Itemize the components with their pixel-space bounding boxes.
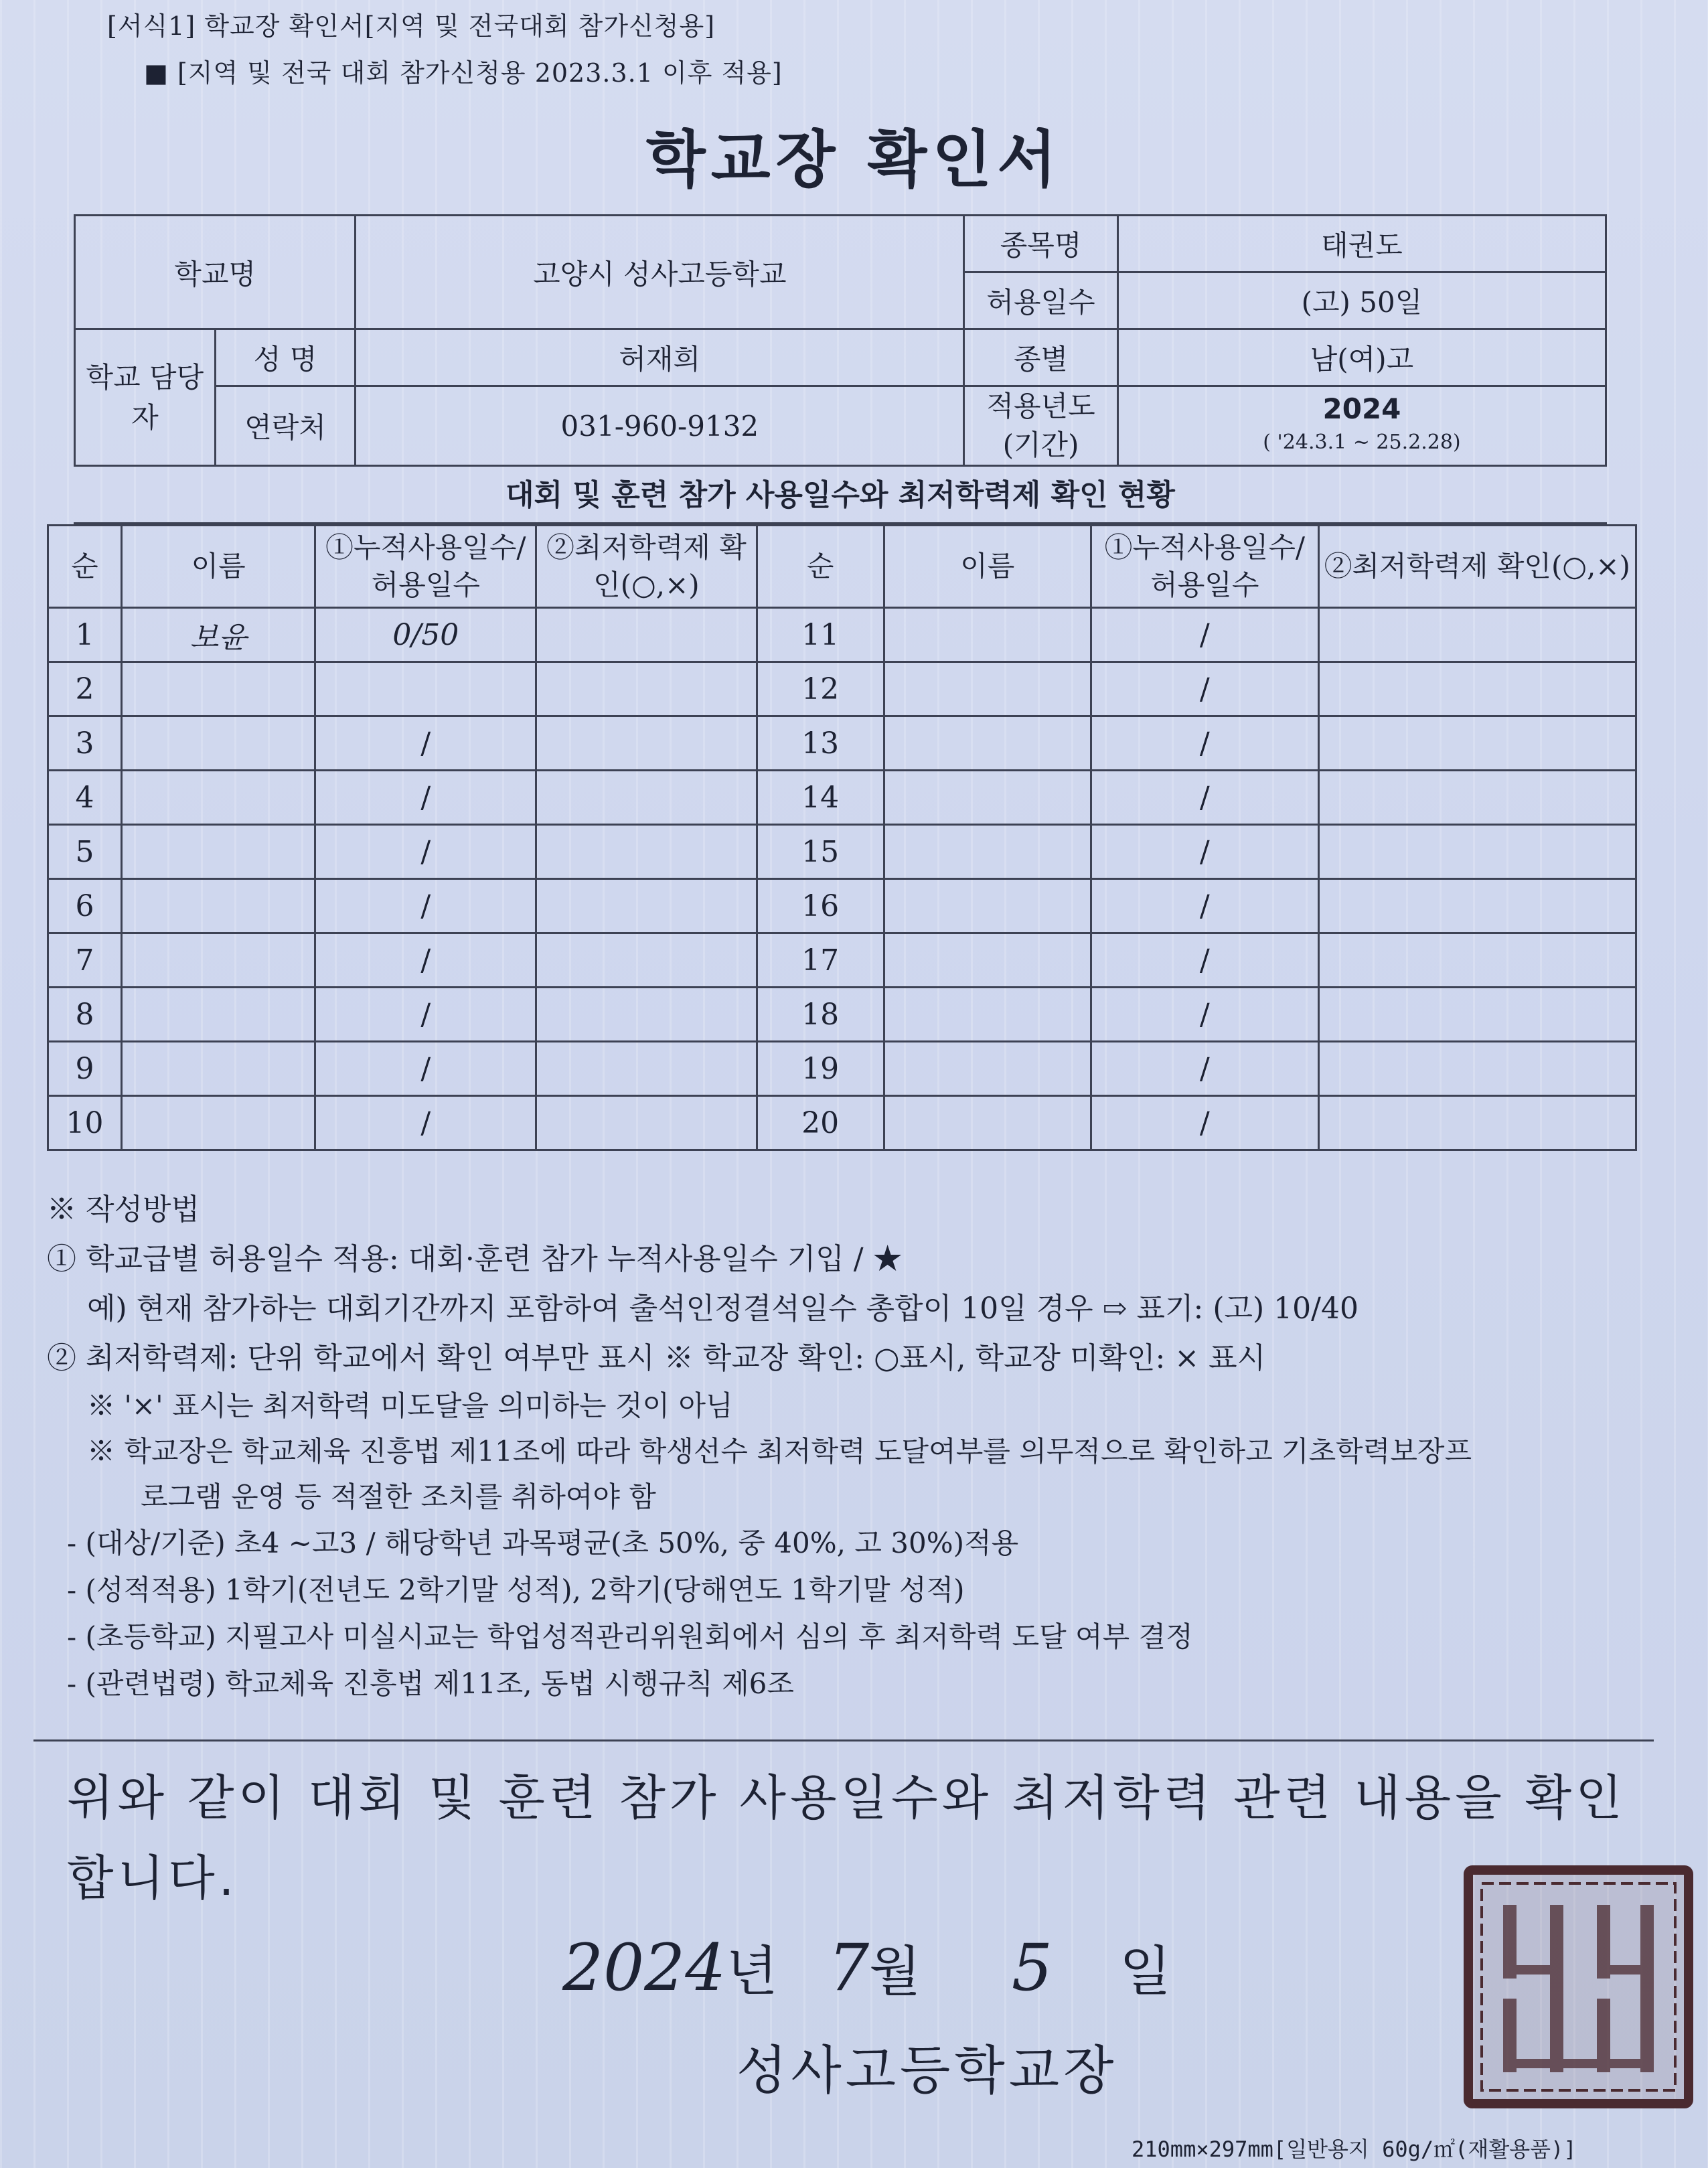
row-no: 14 — [757, 771, 884, 825]
name-label: 성 명 — [215, 329, 356, 386]
student-name-handwritten: 보윤 — [121, 608, 315, 662]
table-row — [48, 825, 1636, 879]
col-name-left: 이름 — [121, 526, 315, 608]
days-handwritten: 0/50 — [315, 608, 536, 662]
days-cell: / — [1091, 608, 1319, 662]
check-cell — [536, 933, 757, 988]
table-row — [48, 879, 1636, 933]
allowed-label: 허용일수 — [964, 273, 1118, 329]
row-no: 9 — [48, 1042, 122, 1096]
check-cell — [536, 1042, 757, 1096]
document-title: 학교장 확인서 — [645, 124, 1063, 196]
confirmation-statement: 위와 같이 대회 및 훈련 참가 사용일수와 최저학력 관련 내용을 확인합니다. — [67, 1770, 1626, 1906]
note-2-a: ※ '×' 표시는 최저학력 미도달을 의미하는 것이 아님 — [87, 1389, 733, 1422]
date-day-handwritten: 5 — [1011, 1930, 1053, 2005]
notes-heading: ※ 작성방법 — [47, 1192, 200, 1227]
school-seal-stamp — [1463, 1865, 1694, 2109]
row-no: 3 — [48, 716, 122, 771]
row-no: 20 — [757, 1096, 884, 1150]
row-no: 15 — [757, 825, 884, 879]
check-cell — [536, 879, 757, 933]
check-cell — [536, 608, 757, 662]
note-2-b-cont: 로그램 운영 등 적절한 조치를 취하여야 함 — [141, 1480, 656, 1513]
school-label: 학교명 — [75, 216, 356, 329]
table-row — [48, 1096, 1636, 1150]
col-days-right: ①누적사용일수/ 허용일수 — [1091, 526, 1319, 608]
row-no: 19 — [757, 1042, 884, 1096]
row-no: 11 — [757, 608, 884, 662]
name-cell — [884, 608, 1091, 662]
section-title: 대회 및 훈련 참가 사용일수와 최저학력제 확인 현황 — [74, 469, 1607, 524]
days-cell: / — [1091, 825, 1319, 879]
check-cell — [1318, 1096, 1636, 1150]
check-cell — [536, 988, 757, 1042]
row-no: 1 — [48, 608, 122, 662]
allowed-value: (고) 50일 — [1117, 273, 1606, 329]
check-cell — [1318, 933, 1636, 988]
name-cell — [884, 662, 1091, 716]
days-cell: / — [315, 988, 536, 1042]
info-table — [74, 214, 1607, 467]
check-cell — [1318, 988, 1636, 1042]
table-row — [48, 662, 1636, 716]
divider — [33, 1739, 1654, 1741]
days-cell: / — [315, 933, 536, 988]
days-cell: / — [315, 716, 536, 771]
days-cell: / — [1091, 716, 1319, 771]
name-cell — [121, 988, 315, 1042]
row-no: 18 — [757, 988, 884, 1042]
col-check-left: ②최저학력제 확인(○,×) — [536, 526, 757, 608]
date-month-handwritten: 7 — [828, 1930, 870, 2005]
name-cell — [884, 988, 1091, 1042]
check-cell — [1318, 879, 1636, 933]
type-value: 남(여)고 — [1117, 329, 1606, 386]
row-no: 13 — [757, 716, 884, 771]
check-cell — [536, 716, 757, 771]
table-row — [48, 1042, 1636, 1096]
row-no: 5 — [48, 825, 122, 879]
days-cell — [315, 662, 536, 716]
date-year-handwritten: 2024 — [562, 1930, 726, 2005]
row-no: 2 — [48, 662, 122, 716]
date-year-unit: 년 — [726, 1940, 778, 2003]
name-cell — [121, 825, 315, 879]
school-value: 고양시 성사고등학교 — [356, 216, 964, 329]
name-cell — [121, 1096, 315, 1150]
days-cell: / — [315, 879, 536, 933]
table-row — [48, 716, 1636, 771]
days-cell: / — [1091, 771, 1319, 825]
name-value: 허재희 — [356, 329, 964, 386]
table-row — [48, 608, 1636, 662]
days-cell: / — [1091, 933, 1319, 988]
name-cell — [121, 771, 315, 825]
name-cell — [884, 1096, 1091, 1150]
check-cell — [1318, 1042, 1636, 1096]
instructions — [47, 1185, 1667, 1707]
days-cell: / — [1091, 988, 1319, 1042]
signature-date — [562, 1928, 1171, 2005]
paper-spec-footer: 210mm×297mm[일반용지 60g/㎡(재활용품)] — [1132, 2137, 1577, 2162]
table-row — [48, 771, 1636, 825]
note-1-example: 예) 현재 참가하는 대회기간까지 포함하여 출석인정결석일수 총합이 10일 경우 ⇨ 표기: (고) 10/40 — [87, 1292, 1358, 1326]
col-name-right: 이름 — [884, 526, 1091, 608]
date-month-unit: 월 — [869, 1940, 921, 2003]
check-cell — [536, 1096, 757, 1150]
col-no-right: 순 — [757, 526, 884, 608]
name-cell — [884, 716, 1091, 771]
note-elementary: - (초등학교) 지필고사 미실시교는 학업성적관리위원회에서 심의 후 최저학력 도달 여부 결정 — [67, 1620, 1193, 1653]
period-value: ( '24.3.1 ~ 25.2.28) — [1263, 431, 1461, 454]
name-cell — [884, 771, 1091, 825]
note-target: - (대상/기준) 초4 ~고3 / 해당학년 과목평균(초 50%, 중 40%, 고 30%)적용 — [67, 1527, 1019, 1559]
name-cell — [121, 1042, 315, 1096]
year-value: 2024 — [1322, 392, 1401, 425]
row-no: 4 — [48, 771, 122, 825]
participation-table — [47, 524, 1637, 1151]
check-cell — [1318, 825, 1636, 879]
name-cell — [884, 879, 1091, 933]
days-cell: / — [1091, 1096, 1319, 1150]
name-cell — [884, 1042, 1091, 1096]
col-check-right: ②최저학력제 확인(○,×) — [1318, 526, 1636, 608]
check-cell — [1318, 716, 1636, 771]
days-cell: / — [315, 825, 536, 879]
phone-label: 연락처 — [215, 386, 356, 466]
days-cell: / — [315, 771, 536, 825]
name-cell — [884, 933, 1091, 988]
row-no: 8 — [48, 988, 122, 1042]
days-cell: / — [1091, 879, 1319, 933]
name-cell — [121, 879, 315, 933]
name-cell — [884, 825, 1091, 879]
name-cell — [121, 933, 315, 988]
table-row — [48, 933, 1636, 988]
row-no: 12 — [757, 662, 884, 716]
note-2: ② 최저학력제: 단위 학교에서 확인 여부만 표시 ※ 학교장 확인: ○표시, 학교장 미확인: × 표시 — [47, 1341, 1266, 1375]
form-label: [서식1] 학교장 확인서[지역 및 전국대회 참가신청용] — [107, 11, 716, 41]
note-1: ① 학교급별 허용일수 적용: 대회·훈련 참가 누적사용일수 기입 / ★ — [47, 1242, 903, 1276]
table-header-row — [48, 526, 1636, 608]
row-no: 6 — [48, 879, 122, 933]
phone-value: 031-960-9132 — [356, 386, 964, 466]
note-2-b: ※ 학교장은 학교체육 진흥법 제11조에 따라 학생선수 최저학력 도달여부를 의무적으로 확인하고 기초학력보장프 — [87, 1435, 1472, 1468]
row-no: 7 — [48, 933, 122, 988]
row-no: 16 — [757, 879, 884, 933]
col-days-left: ①누적사용일수/ 허용일수 — [315, 526, 536, 608]
date-day-unit: 일 — [1119, 1940, 1172, 2003]
check-cell — [536, 825, 757, 879]
check-cell — [1318, 771, 1636, 825]
year-cell — [1117, 386, 1606, 466]
year-label: 적용년도 (기간) — [964, 386, 1118, 466]
row-no: 17 — [757, 933, 884, 988]
row-no: 10 — [48, 1096, 122, 1150]
principal-signature: 성사고등학교장 — [736, 2041, 1118, 2101]
form-sub-label: ■ [지역 및 전국 대회 참가신청용 2023.3.1 이후 적용] — [144, 58, 783, 88]
note-law: - (관련법령) 학교체육 진흥법 제11조, 동법 시행규칙 제6조 — [67, 1667, 794, 1700]
check-cell — [1318, 608, 1636, 662]
name-cell — [121, 716, 315, 771]
note-grade: - (성적적용) 1학기(전년도 2학기말 성적), 2학기(당해연도 1학기말 성적) — [67, 1573, 965, 1606]
name-cell — [121, 662, 315, 716]
table-row — [48, 988, 1636, 1042]
days-cell: / — [1091, 662, 1319, 716]
check-cell — [536, 771, 757, 825]
col-no-left: 순 — [48, 526, 122, 608]
contact-group-label: 학교 담당자 — [75, 329, 216, 466]
type-label: 종별 — [964, 329, 1118, 386]
check-cell — [1318, 662, 1636, 716]
event-value: 태권도 — [1117, 216, 1606, 273]
event-label: 종목명 — [964, 216, 1118, 273]
days-cell: / — [315, 1096, 536, 1150]
days-cell: / — [315, 1042, 536, 1096]
days-cell: / — [1091, 1042, 1319, 1096]
check-cell — [536, 662, 757, 716]
